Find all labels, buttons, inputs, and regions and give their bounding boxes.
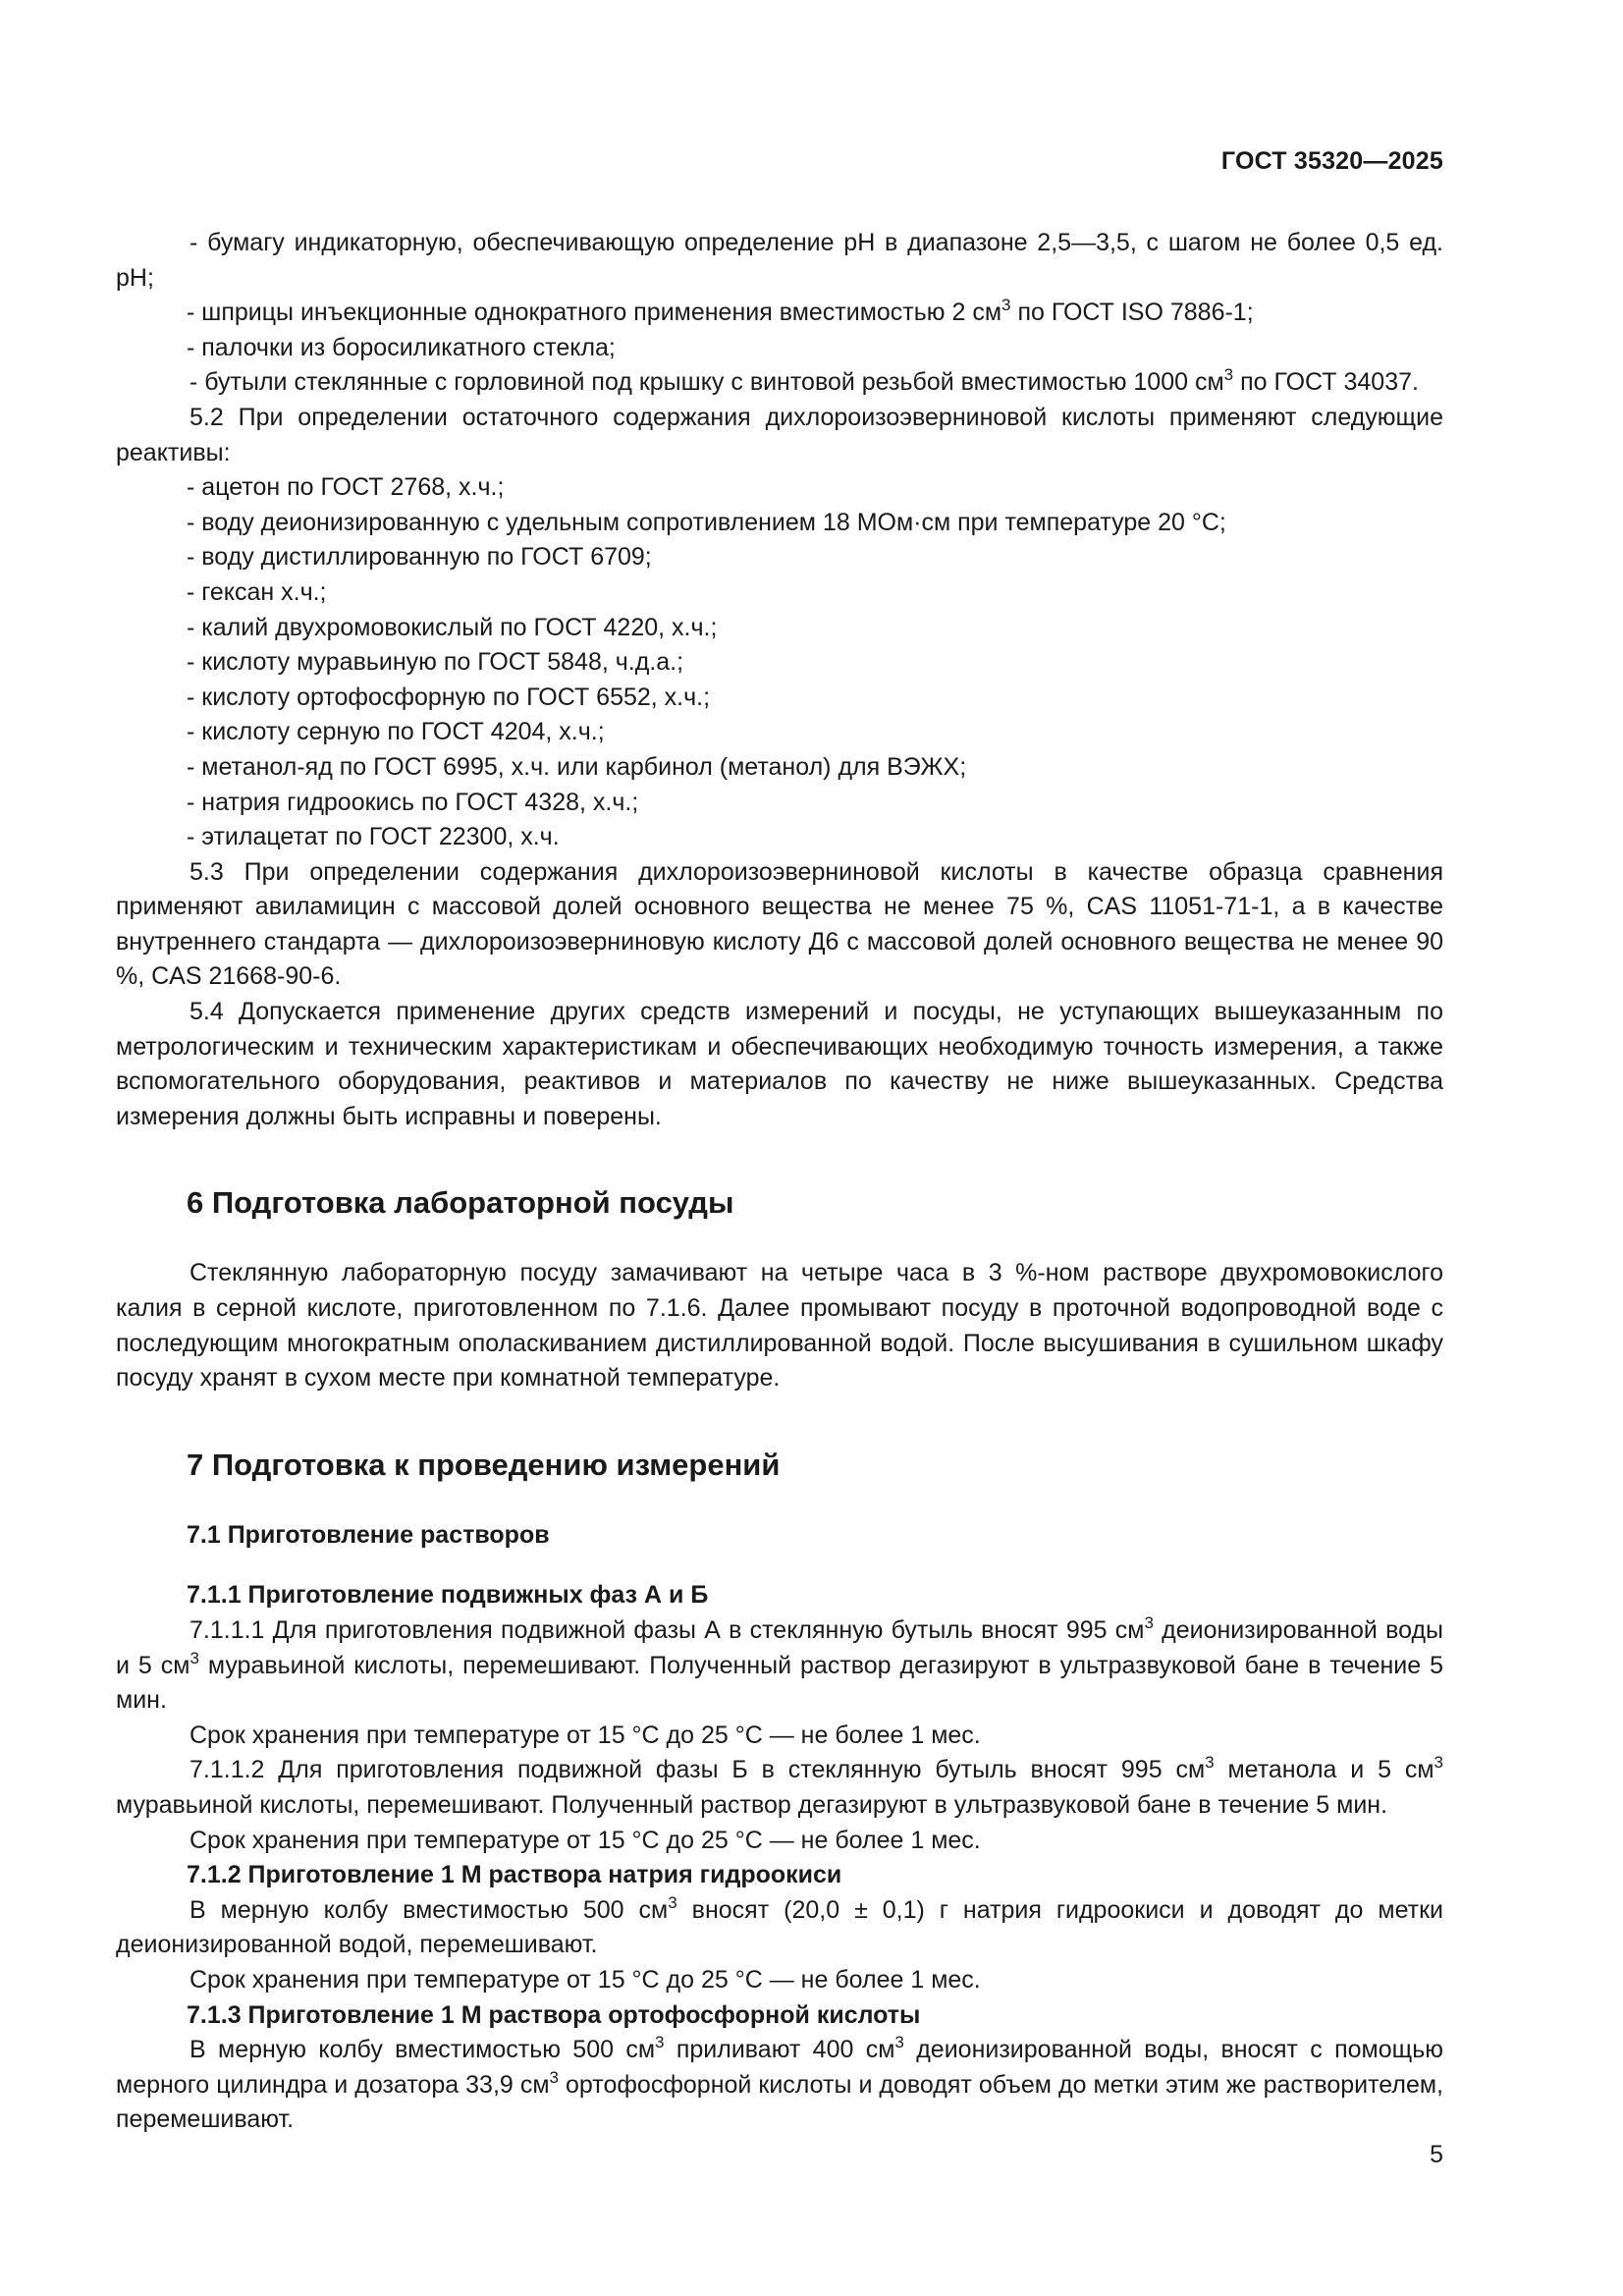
list-item: - шприцы инъекционные однократного применения вместимостью 2 $см^3$ по ГОСТ ISO 7886-1; [187,296,1254,327]
reagent-item: - натрия гидроокись по ГОСТ 4328, х.ч.; [187,788,639,816]
clause-5-2: 5.2 При определении остаточного содержания дихлороизоэверниновой кислоты применяют следующие реактивы: [116,403,1443,466]
clause-5-3: 5.3 При определении содержания дихлороизоэверниновой кислоты в качестве образца сравнения применяют авиламицин с массовой долей основного вещества не менее 75 %, CAS 11051-71-1, а в качестве внутреннего стандарта — дихлороизоэверниновую кислоту Д6 с массовой долей основного вещества не менее 90 %, CAS 21668-90-6. [116,857,1443,991]
section-6-title: 6 Подготовка лабораторной посуды [187,1185,734,1221]
reagent-item: - кислоту серную по ГОСТ 4204, х.ч.; [187,718,605,746]
page-body [116,226,1443,2138]
clause-7-1-1-2: 7.1.1.2 Для приготовления подвижной фазы Б в стеклянную бутыль вносят 995 $см^3$ метанола и 5 $см^3$ муравьиной кислоты, перемешивают. Полученный раствор дегазируют в ультразвуковой бане в течение 5 мин. [116,1753,1444,1819]
reagent-item: - кислоту муравьиную по ГОСТ 5848, ч.д.а.; [187,648,684,677]
subsection-7-1-title: 7.1 Приготовление растворов [187,1520,550,1549]
section-7-title: 7 Подготовка к проведению измерений [187,1447,781,1482]
reagent-item: - этилацетат по ГОСТ 22300, х.ч. [187,823,560,851]
list-item: - палочки из боросиликатного стекла; [187,333,616,361]
clause-7-1-2: В мерную колбу вместимостью 500 $см^3$ вносят (20,0 ± 0,1) г натрия гидроокиси и доводят до метки деионизированной водой, перемешивают. [116,1892,1444,1959]
reagent-item: - ацетон по ГОСТ 2768, х.ч.; [187,473,505,502]
reagent-item: - воду деионизированную с удельным сопротивлением 18 МОм·см при температуре 20 °C; [187,508,1226,536]
storage-note: Срок хранения при температуре от 15 °C до 25 °C — не более 1 мес. [189,1721,981,1749]
list-item: - бумагу индикаторную, обеспечивающую определение pH в диапазоне 2,5—3,5, с шагом не более 0,5 ед. pH; [116,229,1443,292]
reagent-item: - гексан х.ч.; [187,577,327,606]
subsection-7-1-1-title: 7.1.1 Приготовление подвижных фаз А и Б [187,1581,709,1610]
section-6-text: Стеклянную лабораторную посуду замачивают на четыре часа в 3 %-ном растворе двухромовокислого калия в серной кислоте, приготовленном по 7.1.6. Далее промывают посуду в проточной водопроводной воде с последующим многократным ополаскиванием дистиллированной водой. После высушивания в сушильном шкафу посуду хранят в сухом месте при комнатной температуре. [116,1259,1443,1393]
storage-note: Срок хранения при температуре от 15 °C до 25 °C — не более 1 мес. [189,1965,981,1994]
reagent-item: - воду дистиллированную по ГОСТ 6709; [187,543,652,572]
reagent-item: - кислоту ортофосфорную по ГОСТ 6552, х.ч.; [187,683,711,711]
subsection-7-1-2-title: 7.1.2 Приготовление 1 М раствора натрия гидроокиси [187,1861,842,1889]
list-item: - бутыли стеклянные с горловиной под крышку с винтовой резьбой вместимостью 1000 $см^3$ по ГОСТ 34037. [189,365,1419,397]
reagent-item: - метанол-яд по ГОСТ 6995, х.ч. или карбинол (метанол) для ВЭЖХ; [187,752,967,781]
clause-5-4: 5.4 Допускается применение других средств измерений и посуды, не уступающих вышеуказанным по метрологическим и техническим характеристикам и обеспечивающих необходимую точность измерения, а также вспомогательного оборудования, реактивов и материалов по качеству не ниже вышеуказанных. Средства измерения должны быть исправны и поверены. [116,998,1443,1130]
storage-note: Срок хранения при температуре от 15 °C до 25 °C — не более 1 мес. [189,1826,981,1854]
clause-7-1-1-1: 7.1.1.1 Для приготовления подвижной фазы А в стеклянную бутыль вносят 995 $см^3$ деионизированной воды и 5 $см^3$ муравьиной кислоты, перемешивают. Полученный раствор дегазируют в ультразвуковой бане в течение 5 мин. [116,1613,1443,1715]
subsection-7-1-3-title: 7.1.3 Приготовление 1 М раствора ортофосфорной кислоты [187,2000,921,2029]
standard-code: ГОСТ 35320—2025 [1220,147,1443,175]
clause-7-1-3: В мерную колбу вместимостью 500 $см^3$ приливают 400 $см^3$ деионизированной воды, вносят с помощью мерного цилиндра и дозатора 33,9 $см^3$ ортофосфорной кислоты и доводят объем до метки этим же растворителем, перемешивают. [116,2033,1444,2134]
reagent-item: - калий двухромовокислый по ГОСТ 4220, х.ч.; [187,613,718,641]
page-number: 5 [1430,2141,1443,2168]
